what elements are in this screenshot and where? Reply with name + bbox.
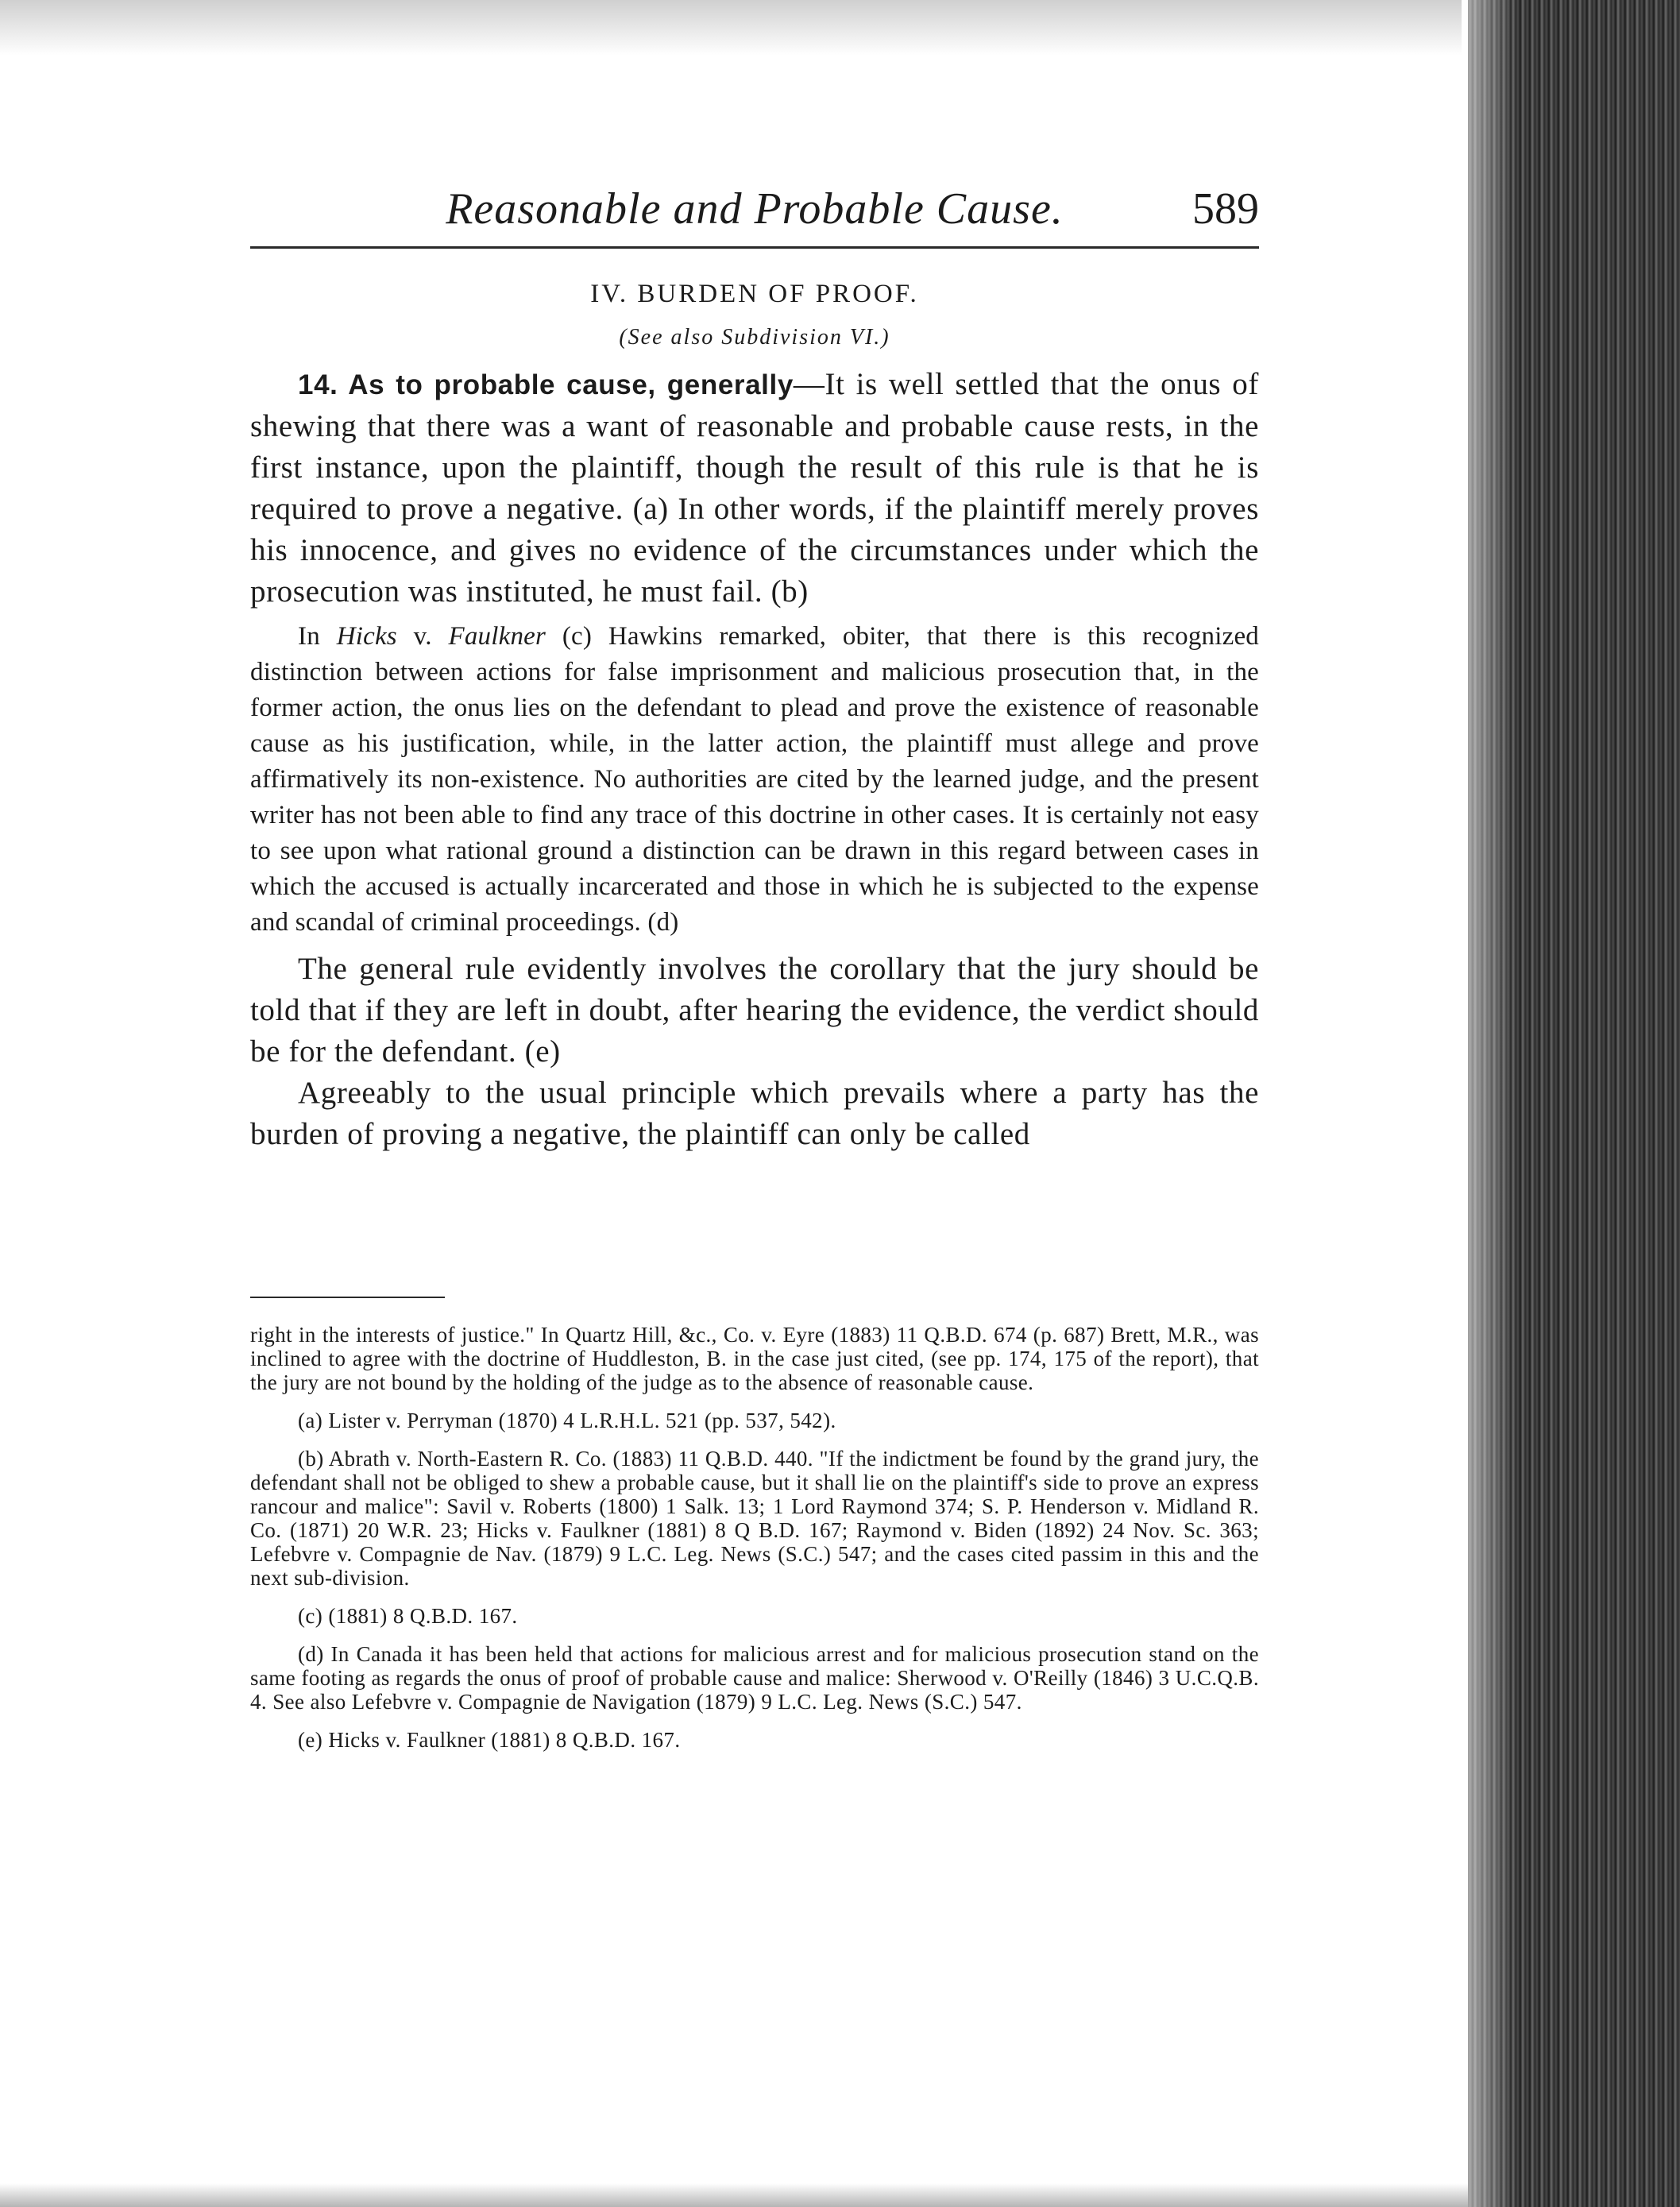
main-text (250, 270, 1259, 1155)
paragraph-text: (c) Hawkins remarked, obiter, that there is this recognized distinction between actions for false imprisonment and malicious prosecution that, in the former action, the onus lies on the defendant to plead and prove the existence of reasonable cause as his justification, while, in the latter action, the plaintiff must allege and prove affirmatively its non-existence. No authorities are cited by the learned judge, and the present writer has not been able to find any trace of this doctrine in other cases. It is certainly not easy to see upon what rational ground a distinction can be drawn in this regard between cases in which the accused is actually incarcerated and those in which he is subjected to the expense and scandal of criminal proceedings. (d) (250, 622, 1260, 937)
paragraph-text: In (298, 622, 337, 651)
footnote-rule (250, 1297, 445, 1298)
scan-shadow-bottom (0, 2183, 1470, 2207)
paragraph-lead: 14. As to probable cause, generally (298, 369, 794, 400)
page-number: 589 (1192, 184, 1259, 234)
footnotes (250, 1323, 1259, 1766)
case-name: Hicks (336, 622, 397, 651)
paragraph-14 (250, 364, 1259, 613)
paragraph-text: —It is well settled that the onus of shewing that there was a want of reasonable and probable cause rests, in the first instance, upon the plaintiff, though the result of this rule is that he is required to prove a negative. (a) In other words, if the plaintiff merely proves his innocence, and gives no evidence of the circumstances under which the prosecution was instituted, he must fail. (b) (250, 367, 1259, 609)
footnote-e: (e) Hicks v. Faulkner (1881) 8 Q.B.D. 167. (298, 1728, 681, 1752)
scan-shadow-top (0, 0, 1462, 56)
section-subheading: (See also Subdivision VI.) (619, 325, 890, 350)
header-rule (250, 246, 1259, 249)
paragraph-text: v. (396, 622, 449, 651)
paragraph-general-rule: The general rule evidently involves the corollary that the jury should be told that if they are left in doubt, after hearing the evidence, the verdict should be for the defendant. (e) (250, 952, 1259, 1069)
footnote-a: (a) Lister v. Perryman (1870) 4 L.R.H.L. 521 (pp. 537, 542). (298, 1409, 836, 1432)
footnote-carryover: right in the interests of justice." In Quartz Hill, &c., Co. v. Eyre (1883) 11 Q.B.D. 674 (p. 687) Brett, M.R., was inclined to agree with the doctrine of Huddleston, B. in the case just cited, (see pp. 174, 175 of the report), that the jury are not bound by the holding of the judge as to the absence of reasonable cause. (250, 1323, 1259, 1394)
paragraph-agreeably: Agreeably to the usual principle which prevails where a party has the burden of proving a negative, the plaintiff can only be called (250, 1076, 1259, 1151)
footnote-d: (d) In Canada it has been held that actions for malicious arrest and for malicious prosecution stand on the same footing as regards the onus of proof of probable cause and malice: Sherwood v. O'Reilly (1846) 3 U.C.Q.B. 4. See also Lefebvre v. Compagnie de Navigation (1879) 9 L.C. Leg. News (S.C.) 547. (250, 1642, 1259, 1714)
case-name: Faulkner (448, 622, 546, 651)
book-page-edge (1468, 0, 1680, 2207)
section-heading: IV. BURDEN OF PROOF. (590, 280, 919, 308)
footnote-c: (c) (1881) 8 Q.B.D. 167. (298, 1604, 518, 1628)
running-title: Reasonable and Probable Cause. (446, 184, 1064, 234)
page-header (250, 181, 1259, 237)
paragraph-hicks (250, 619, 1259, 941)
footnote-b: (b) Abrath v. North-Eastern R. Co. (1883) 11 Q.B.D. 440. "If the indictment be found by the grand jury, the defendant shall not be obliged to shew a probable cause, but it shall lie on the plaintiff's side to prove an express rancour and malice": Savil v. Roberts (1800) 1 Salk. 13; 1 Lord Raymond 374; S. P. Henderson v. Midland R. Co. (1871) 20 W.R. 23; Hicks v. Faulkner (1881) 8 Q B.D. 167; Raymond v. Biden (1892) 24 Nov. Sc. 363; Lefebvre v. Compagnie de Nav. (1879) 9 L.C. Leg. News (S.C.) 547; and the cases cited passim in this and the next sub-division. (250, 1447, 1259, 1590)
